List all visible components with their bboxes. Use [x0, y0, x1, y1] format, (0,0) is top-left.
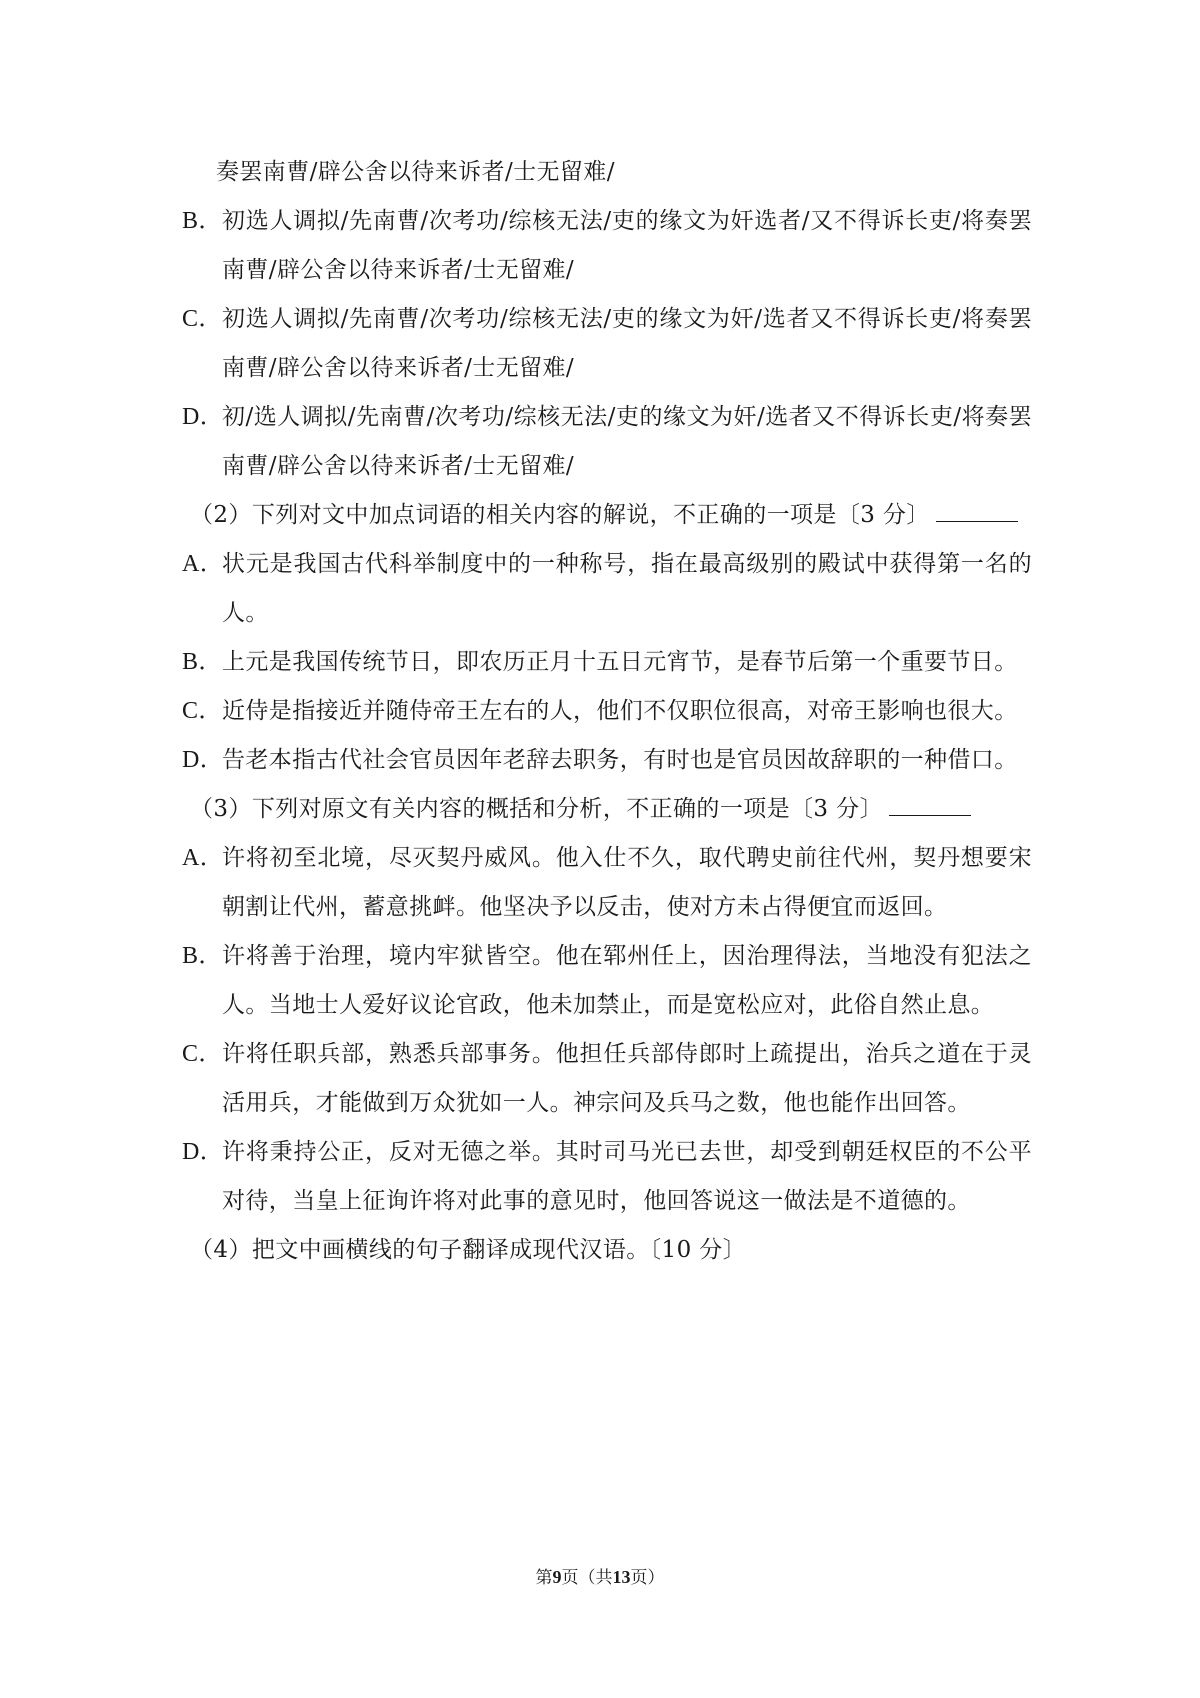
footer-prefix: 第	[535, 1568, 553, 1588]
option-label: B．	[182, 943, 223, 969]
option-text: 告老本指古代社会官员因年老辞去职务，有时也是官员因故辞职的一种借口。	[222, 747, 1018, 773]
option-text: 初选人调拟/先南曹/次考功/综核无法/吏的缘文为奸选者/又不得诉长吏/将奏罢南曹/辟公舍以待来诉者/士无留难/	[222, 208, 1032, 283]
footer-page-number: 9	[552, 1567, 562, 1587]
q1-option-b	[182, 197, 1032, 295]
option-text: 近侍是指接近并随侍帝王左右的人，他们不仅职位很高，对帝王影响也很大。	[222, 698, 1018, 724]
option-label: D．	[182, 404, 225, 430]
option-text: 许将任职兵部，熟悉兵部事务。他担任兵部侍郎时上疏提出，治兵之道在于灵活用兵，才能做到万众犹如一人。神宗问及兵马之数，他也能作出回答。	[222, 1041, 1032, 1116]
footer-middle: 页（共	[561, 1568, 613, 1588]
q3-option-a	[182, 834, 1032, 932]
q2-option-a	[182, 540, 1032, 638]
question-2-text: （2）下列对文中加点词语的相关内容的解说，不正确的一项是〔3 分〕	[190, 502, 930, 528]
option-text: 许将秉持公正，反对无德之举。其时司马光已去世，却受到朝廷权臣的不公平对待，当皇上征询许将对此事的意见时，他回答说这一做法是不道德的。	[222, 1139, 1032, 1214]
option-a-continuation: 奏罢南曹/辟公舍以待来诉者/士无留难/	[216, 159, 615, 185]
option-label: B．	[182, 208, 223, 234]
question-4-stem	[182, 1226, 1032, 1275]
option-text: 许将善于治理，境内牢狱皆空。他在郓州任上，因治理得法，当地没有犯法之人。当地士人爱好议论官政，他未加禁止，而是宽松应对，此俗自然止息。	[222, 943, 1032, 1018]
option-text: 初/选人调拟/先南曹/次考功/综核无法/吏的缘文为奸/选者又不得诉长吏/将奏罢南曹/辟公舍以待来诉者/士无留难/	[222, 404, 1032, 479]
option-text: 状元是我国古代科举制度中的一种称号，指在最高级别的殿试中获得第一名的人。	[222, 551, 1032, 626]
q3-option-d	[182, 1128, 1032, 1226]
question-2-stem	[182, 491, 1032, 540]
option-label: C．	[182, 306, 223, 332]
footer-suffix: 页）	[630, 1568, 665, 1588]
answer-blank-3[interactable]	[889, 791, 971, 816]
q2-option-c	[182, 687, 1032, 736]
question-4-text: （4）把文中画横线的句子翻译成现代汉语。〔10 分〕	[190, 1237, 747, 1263]
option-label: D．	[182, 1139, 225, 1165]
q1-option-c	[182, 295, 1032, 393]
answer-blank-2[interactable]	[936, 497, 1018, 522]
q2-option-b	[182, 638, 1032, 687]
option-label: C．	[182, 698, 223, 724]
question-content	[182, 148, 1032, 1275]
page-footer	[0, 1563, 1200, 1588]
q1-option-d	[182, 393, 1032, 491]
option-label: D．	[182, 747, 225, 773]
question-3-stem	[182, 785, 1032, 834]
option-label: B．	[182, 649, 223, 675]
option-label: A．	[182, 845, 225, 871]
question-3-text: （3）下列对原文有关内容的概括和分析，不正确的一项是〔3 分〕	[190, 796, 883, 822]
option-text: 许将初至北境，尽灭契丹威风。他入仕不久，取代聘史前往代州，契丹想要宋朝割让代州，蓄意挑衅。他坚决予以反击，使对方未占得便宜而返回。	[222, 845, 1032, 920]
option-text: 上元是我国传统节日，即农历正月十五日元宵节，是春节后第一个重要节日。	[222, 649, 1018, 675]
q3-option-b	[182, 932, 1032, 1030]
option-text: 初选人调拟/先南曹/次考功/综核无法/吏的缘文为奸/选者又不得诉长吏/将奏罢南曹/辟公舍以待来诉者/士无留难/	[222, 306, 1032, 381]
q3-option-c	[182, 1030, 1032, 1128]
footer-total-pages: 13	[612, 1567, 631, 1587]
option-label: A．	[182, 551, 225, 577]
q2-option-d	[182, 736, 1032, 785]
option-label: C．	[182, 1041, 223, 1067]
